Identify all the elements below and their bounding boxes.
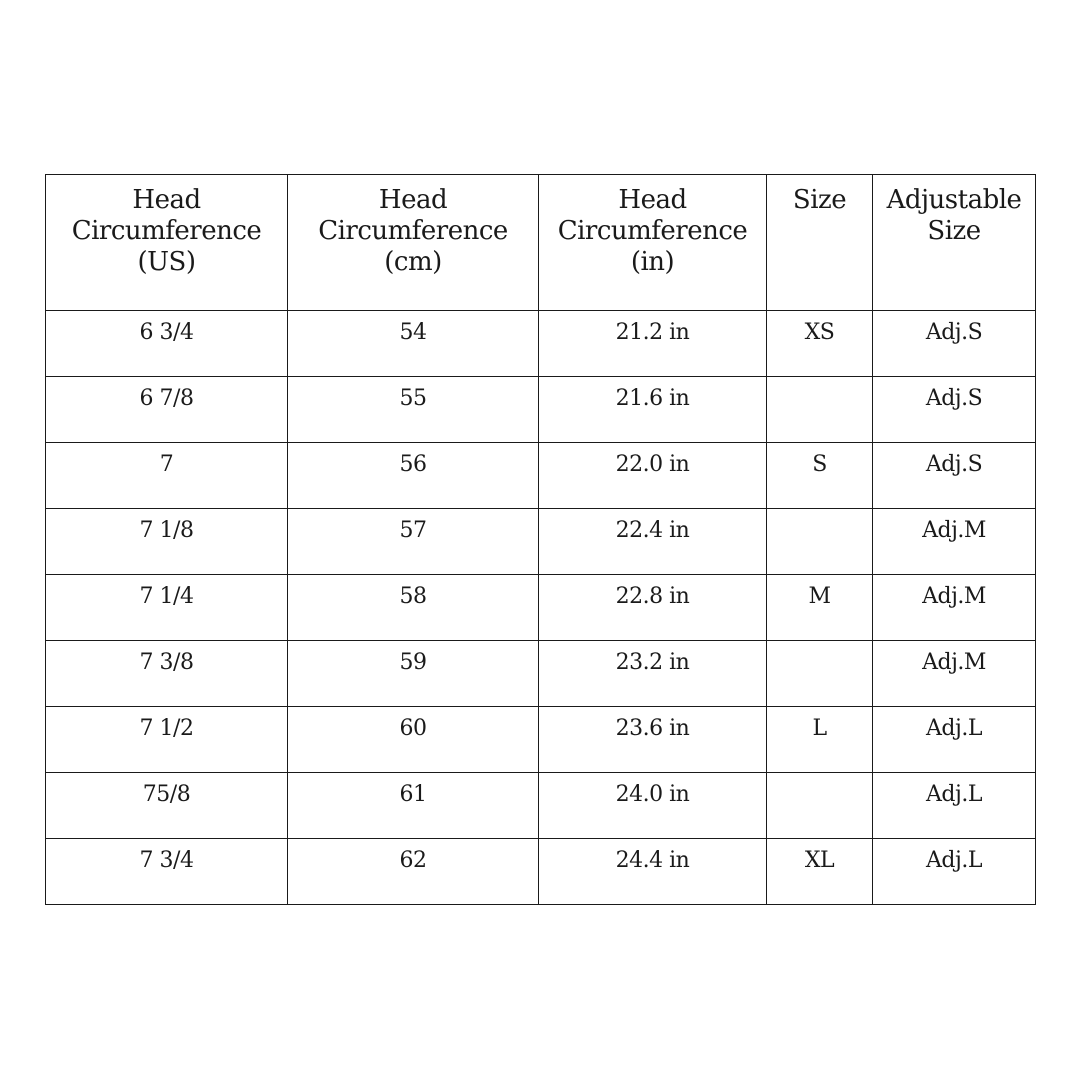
cell-us: 7 1/4 — [46, 575, 288, 641]
cell-size — [767, 773, 873, 839]
cell-in: 23.6 in — [539, 707, 767, 773]
cell-us: 7 3/4 — [46, 839, 288, 905]
cell-in: 21.2 in — [539, 311, 767, 377]
cell-cm: 59 — [288, 641, 539, 707]
cell-adjustable-size: Adj.L — [873, 839, 1036, 905]
cell-size — [767, 641, 873, 707]
cell-adjustable-size: Adj.L — [873, 773, 1036, 839]
header-head-circumference-in: Head Circumference (in) — [539, 175, 767, 311]
table-row — [46, 839, 1036, 905]
cell-adjustable-size: Adj.S — [873, 443, 1036, 509]
cell-size: L — [767, 707, 873, 773]
cell-in: 22.8 in — [539, 575, 767, 641]
cell-us: 6 3/4 — [46, 311, 288, 377]
cell-adjustable-size: Adj.M — [873, 575, 1036, 641]
cell-in: 22.4 in — [539, 509, 767, 575]
cell-cm: 55 — [288, 377, 539, 443]
table-row — [46, 311, 1036, 377]
table-row — [46, 641, 1036, 707]
cell-adjustable-size: Adj.M — [873, 509, 1036, 575]
cell-cm: 57 — [288, 509, 539, 575]
cell-size — [767, 377, 873, 443]
header-head-circumference-cm: Head Circumference (cm) — [288, 175, 539, 311]
size-chart-table — [45, 174, 1036, 905]
cell-in: 24.0 in — [539, 773, 767, 839]
cell-cm: 54 — [288, 311, 539, 377]
cell-us: 6 7/8 — [46, 377, 288, 443]
cell-adjustable-size: Adj.M — [873, 641, 1036, 707]
cell-adjustable-size: Adj.S — [873, 311, 1036, 377]
table-row — [46, 443, 1036, 509]
cell-in: 21.6 in — [539, 377, 767, 443]
table-row — [46, 707, 1036, 773]
cell-size: M — [767, 575, 873, 641]
cell-cm: 60 — [288, 707, 539, 773]
cell-us: 7 3/8 — [46, 641, 288, 707]
header-adjustable-size: Adjustable Size — [873, 175, 1036, 311]
cell-us: 7 1/2 — [46, 707, 288, 773]
cell-size: S — [767, 443, 873, 509]
cell-in: 22.0 in — [539, 443, 767, 509]
header-head-circumference-us: Head Circumference (US) — [46, 175, 288, 311]
cell-cm: 62 — [288, 839, 539, 905]
cell-adjustable-size: Adj.S — [873, 377, 1036, 443]
table-row — [46, 509, 1036, 575]
cell-adjustable-size: Adj.L — [873, 707, 1036, 773]
cell-size: XL — [767, 839, 873, 905]
cell-us: 7 — [46, 443, 288, 509]
header-size: Size — [767, 175, 873, 311]
cell-cm: 58 — [288, 575, 539, 641]
cell-cm: 61 — [288, 773, 539, 839]
cell-us: 75/8 — [46, 773, 288, 839]
cell-in: 23.2 in — [539, 641, 767, 707]
cell-in: 24.4 in — [539, 839, 767, 905]
table-row — [46, 773, 1036, 839]
cell-cm: 56 — [288, 443, 539, 509]
cell-size: XS — [767, 311, 873, 377]
table-header-row — [46, 175, 1036, 311]
cell-us: 7 1/8 — [46, 509, 288, 575]
table-row — [46, 575, 1036, 641]
table-row — [46, 377, 1036, 443]
cell-size — [767, 509, 873, 575]
